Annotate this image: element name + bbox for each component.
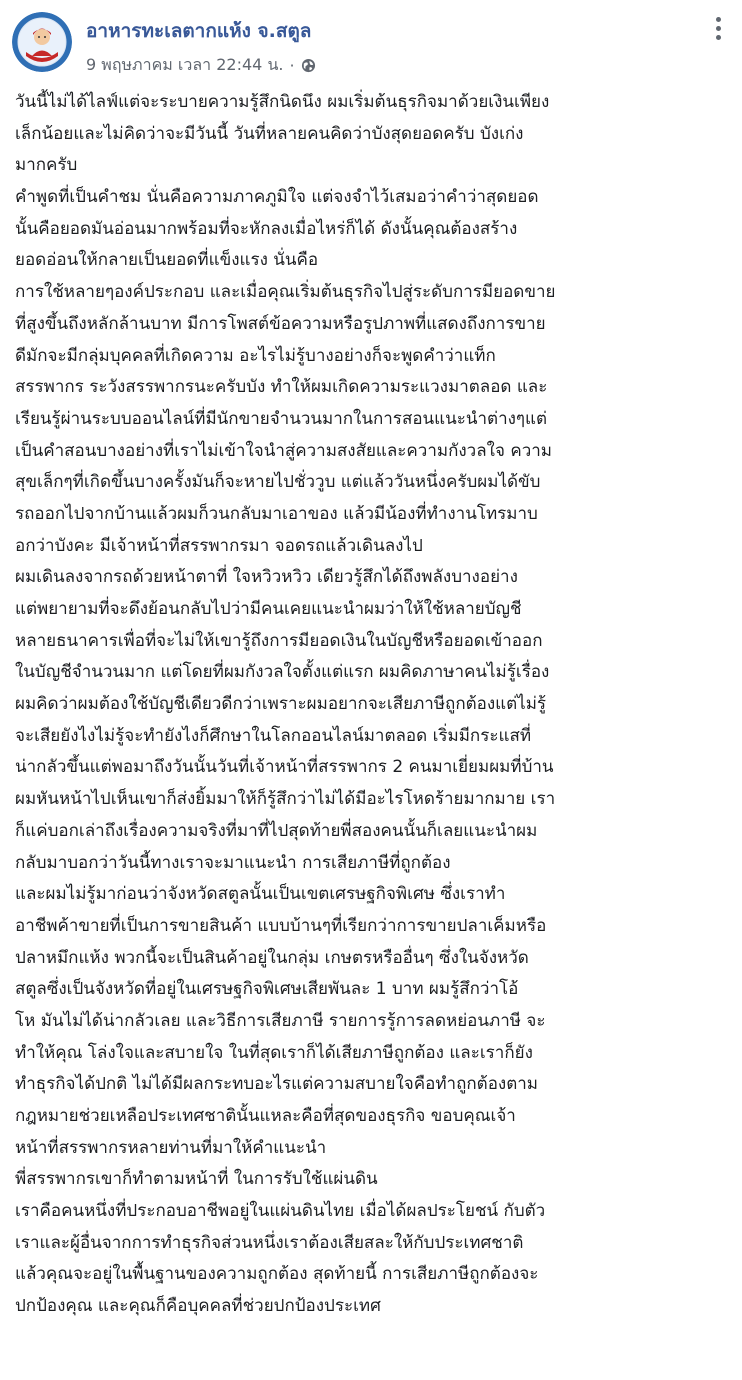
post-text-line: สุขเล็กๆที่เกิดขึ้นบางครั้งมันก็จะหายไปชั่ววูบ แต่แล้ววันหนึ่งครับผมได้ขับ — [15, 472, 541, 493]
post-text-line: และผมไม่รู้มาก่อนว่าจังหวัดสตูลนั้นเป็นเขตเศรษฐกิจพิเศษ ซึ่งเราทำ — [15, 884, 506, 905]
post-text-line: เรียนรู้ผ่านระบบออนไลน์ที่มีนักขายจำนวนมากในการสอนแนะนำต่างๆแต่ — [15, 408, 548, 429]
post-text-line: ปลาหมึกแห้ง พวกนี้จะเป็นสินค้าอยู่ในกลุ่ม เกษตรหรืออื่นๆ ซึ่งในจังหวัด — [15, 947, 529, 968]
post-text-line: ทำธุรกิจได้ปกติ ไม่ได้มีผลกระทบอะไรแต่ความสบายใจคือทำถูกต้องตาม — [15, 1074, 538, 1095]
post-text-line: หน้าที่สรรพากรหลายท่านที่มาให้คำแนะนำ — [15, 1137, 327, 1158]
post-text-line: ผมหันหน้าไปเห็นเขาก็ส่งยิ้มมาให้ก็รู้สึกว่าไม่ได้มีอะไรโหดร้ายมากมาย เรา — [15, 789, 556, 810]
post-text-line: คำพูดที่เป็นคำชม นั่นคือความภาคภูมิใจ แต่จงจำไว้เสมอว่าคำว่าสุดยอด — [15, 187, 539, 208]
post-text-line: ยอดอ่อนให้กลายเป็นยอดที่แข็งแรง นั่นคือ — [15, 250, 319, 271]
post-text-line: เราและผู้อื่นจากการทำธุรกิจส่วนหนึ่งเราต้องเสียสละให้กับประเทศชาติ — [15, 1232, 524, 1253]
post-text-line: ผมคิดว่าผมต้องใช้บัญชีเดียวดีกว่าเพราะผมอยากจะเสียภาษีถูกต้องแต่ไม่รู้ — [15, 694, 547, 715]
post-text-line: ก็แค่บอกเล่าถึงเรื่องความจริงที่มาที่ไปสุดท้ายพี่สองคนนั้นก็เลยแนะนำผม — [15, 820, 538, 841]
post-text-line: สรรพากร ระวังสรรพากรนะครับบัง ทำให้ผมเกิดความระแวงมาตลอด และ — [15, 377, 548, 398]
post-text-line: อกว่าบังคะ มีเจ้าหน้าที่สรรพากรมา จอดรถแล้วเดินลงไป — [15, 535, 423, 556]
more-options-icon-dot — [716, 26, 721, 31]
post-text-line: เราคือคนหนึ่งที่ประกอบอาชีพอยู่ในแผ่นดินไทย เมื่อได้ผลประโยชน์ กับตัว — [15, 1201, 546, 1222]
post-meta — [86, 53, 316, 78]
post-text-line: เล็กน้อยและไม่คิดว่าจะมีวันนี้ วันที่หลายคนคิดว่าบังสุดยอดครับ บังเก่ง — [15, 123, 524, 144]
post-text-line: ปกป้องคุณ และคุณก็คือบุคคลที่ช่วยปกป้องประเทศ — [15, 1296, 381, 1317]
more-options-button[interactable] — [708, 14, 728, 42]
avatar-logo-icon — [12, 12, 72, 72]
post-text-line: มากครับ — [15, 155, 78, 176]
post-text-line: ผมเดินลงจากรถด้วยหน้าตาที่ ใจหวิวหวิว เดียวรู้สึกได้ถึงพลังบางอย่าง — [15, 567, 518, 588]
post-text-line: การใช้หลายๆองค์ประกอบ และเมื่อคุณเริ่มต้นธุรกิจไปสู่ระดับการมียอดขาย — [15, 282, 556, 303]
post-text-line: ที่สูงขึ้นถึงหลักล้านบาท มีการโพสต์ข้อความหรือรูปภาพที่แสดงถึงการขาย — [15, 313, 546, 334]
globe-icon[interactable] — [301, 58, 316, 73]
more-options-icon — [716, 17, 721, 22]
post-text-line: โห มันไม่ได้น่ากลัวเลย และวิธีการเสียภาษี รายการรู้การลดหย่อนภาษี จะ — [15, 1010, 546, 1031]
meta-separator: · — [289, 56, 295, 75]
avatar[interactable] — [12, 12, 72, 72]
page-name-link[interactable]: อาหารทะเลตากแห้ง จ.สตูล — [86, 20, 312, 42]
post-text-line: กลับมาบอกว่าวันนี้ทางเราจะมาแนะนำ การเสียภาษีที่ถูกต้อง — [15, 852, 451, 873]
post-body-text — [15, 87, 733, 1323]
post-text-line: ทำให้คุณ โล่งใจและสบายใจ ในที่สุดเราก็ได้เสียภาษีถูกต้อง และเราก็ยัง — [15, 1042, 533, 1063]
post-text-line: ในบัญชีจำนวนมาก แต่โดยที่ผมกังวลใจตั้งแต่แรก ผมคิดภาษาคนไม่รู้เรื่อง — [15, 662, 550, 683]
post-text-line: กฎหมายช่วยเหลือประเทศชาตินั้นแหละคือที่สุดของธุรกิจ ขอบคุณเจ้า — [15, 1106, 516, 1126]
post-text-line: หลายธนาคารเพื่อที่จะไม่ให้เขารู้ถึงการมียอดเงินในบัญชีหรือยอดเข้าออก — [15, 630, 543, 651]
post-text-line: วันนี้ไม่ได้ไลฟ์แต่จะระบายความรู้สึกนิดนึง ผมเริ่มต้นธุรกิจมาด้วยเงินเพียง — [15, 92, 550, 112]
post-text-line: รถออกไปจากบ้านแล้วผมก็วนกลับมาเอาของ แล้วมีน้องที่ทำงานโทรมาบ — [15, 503, 538, 524]
post-text-line: แต่พยายามที่จะดึงย้อนกลับไปว่ามีคนเคยแนะนำผมว่าให้ใช้หลายบัญชี — [15, 599, 522, 619]
post-text-line: เป็นคำสอนบางอย่างที่เราไม่เข้าใจนำสู่ความสงสัยและความกังวลใจ ความ — [15, 440, 552, 461]
post-text-line: จะเสียยังไงไม่รู้จะทำยังไงก็ศึกษาในโลกออนไลน์มาตลอด เริ่มมีกระแสที่ — [15, 725, 532, 746]
post-text-line: ดีมักจะมีกลุ่มบุคคลที่เกิดความ อะไรไม่รู้บางอย่างก็จะพูดคำว่าแท็ก — [15, 345, 496, 366]
post-text-line: แล้วคุณจะอยู่ในพื้นฐานของความถูกต้อง สุดท้ายนี้ การเสียภาษีถูกต้องจะ — [15, 1264, 539, 1285]
more-options-icon-dot — [716, 35, 721, 40]
post-text-line: พี่สรรพากรเขาก็ทำตามหน้าที่ ในการรับใช้แผ่นดิน — [15, 1169, 378, 1190]
post-text-line: สตูลซึ่งเป็นจังหวัดที่อยู่ในเศรษฐกิจพิเศษเสียพันละ 1 บาท ผมรู้สึกว่าโอ้ — [15, 979, 519, 1000]
post-text-line: อาชีพค้าขายที่เป็นการขายสินค้า แบบบ้านๆที่เรียกว่าการขายปลาเค็มหรือ — [15, 915, 547, 936]
timestamp-link[interactable]: 9 พฤษภาคม เวลา 22:44 น. — [86, 55, 284, 74]
post-text-line: น่ากลัวขึ้นแต่พอมาถึงวันนั้นวันที่เจ้าหน้าที่สรรพากร 2 คนมาเยี่ยมผมที่บ้าน — [15, 757, 554, 778]
post-text-line: นั้นคือยอดมันอ่อนมากพร้อมที่จะหักลงเมื่อไหร่ก็ได้ ดังนั้นคุณต้องสร้าง — [15, 218, 518, 239]
